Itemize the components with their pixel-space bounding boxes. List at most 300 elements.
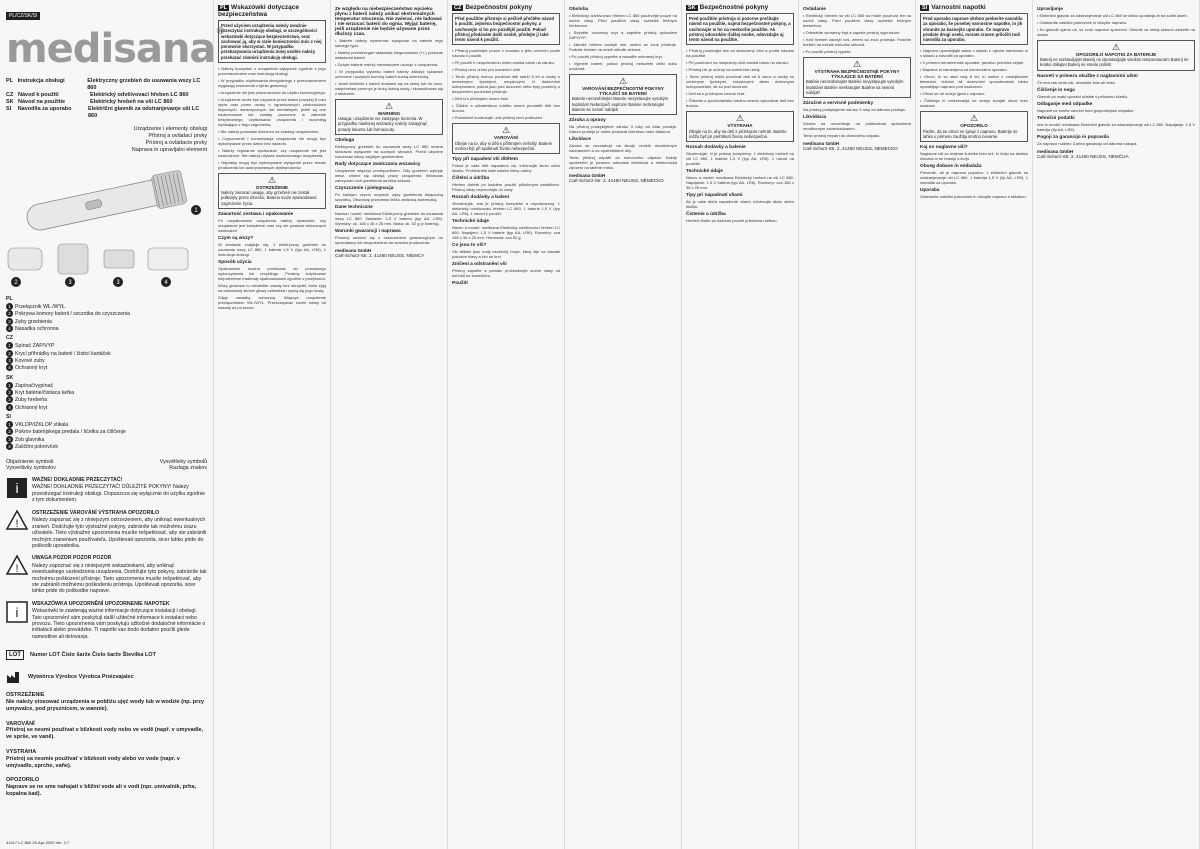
subsection-body [1037, 80, 1195, 85]
manual-type: Návod k použití [18, 92, 59, 98]
legend-label: Kryt batérie/čistiaca kefka [15, 389, 75, 396]
footer-code: 41017 LC 860 29-Apr-2020 Ver. 2.7 [6, 840, 70, 845]
paragraph: • Ko glavnik ujame uš, se zvok naprave spremeni. Glavnik za nekaj sekund zadržite na mestu. [1037, 27, 1195, 37]
legend-number: 1 [6, 382, 13, 389]
subsection-body [452, 225, 560, 240]
paragraph: Odstranite zaščitni pokrovček in vklopite napravo s stikalom. [920, 194, 1027, 200]
inline-warning-box [218, 173, 326, 209]
legend-label: Zob glavnika [15, 436, 45, 443]
subsection-body [1037, 94, 1195, 99]
inline-warning-box [686, 111, 794, 142]
legend-number: 1 [6, 342, 13, 349]
paragraph: Za napravo nudimo 3-letno garancijo od datuma nakupa. [1037, 140, 1138, 146]
column-sk-1 [682, 0, 799, 849]
paragraph: • Prístroj nie je určený na komerčné účely. [686, 67, 761, 73]
warning-triangle-icon: ⚠ [1111, 42, 1121, 52]
paragraph: Po rozpakowaniu urządzenia należy sprawdzić, czy urządzenie jest kompletne oraz czy nie posiada widocznych uszkodzeń. [218, 217, 326, 233]
company-address: Carl-Schurz-Str. 2, 41460 NEUSS, NIEMCY [335, 252, 425, 258]
lot-row: LOT Numer LOT Číslo šarže Číslo šarže Številka LOT [6, 650, 207, 660]
section-body [569, 13, 677, 71]
company-name: medisana GmbH [803, 141, 840, 147]
paragraph: Elektryczny grzebień do usuwania wszy LC 860 można stosować wyłącznie na suchych włosach. Przed użyciem rozczesać włosy zwykłym grzebieniem. [335, 143, 443, 159]
legend-number: 4 [6, 325, 13, 332]
warning-title: UWAGA POZOR POZOR POZOR [32, 555, 112, 562]
language-code: CZ [6, 92, 14, 98]
paragraph: • Prístroj používajte iba na stanovený účel a podľa návodu na použitie. [686, 48, 794, 59]
inline-warning-text: Batérie nerozoberajte! Batérie nevystavujte vysokým teplotám! Batérie neskratujte! Batérie sa nesmú nabíjať! [806, 79, 904, 95]
subsection-body [920, 194, 1028, 199]
legend-label: Krycí přihrádky na baterii / čisticí kartáček [15, 350, 111, 357]
paragraph: • Należy korzystać z urządzenia wyłącznie zgodnie z jego przeznaczeniem oraz instrukcją obsługi. [218, 66, 326, 77]
subsection-heading: Likvidace [569, 137, 591, 143]
device-title: Urządzenie i elementy obsługi [133, 126, 207, 132]
paragraph: Pokud je vaše dítě napadeno vší, informujte školu nebo školku. Prohlédněte také ostatní členy rodiny. [452, 163, 560, 174]
paragraph: • Należy przestrzegać właściwej biegunowości (+/-) podczas wkładania baterii. [335, 50, 443, 60]
inline-warning-text: Należy zwracać uwagę, aby grzebień nie został połknięty przez dziecko. Bateria może spowodować zagrożenie życia. [221, 190, 317, 206]
subsection-heading: Likvidácia [803, 115, 827, 121]
paragraph: • Električni glavnik za odstranjevanje uši LC 860 se lahko uporablja le na suhih laseh. [1037, 13, 1188, 18]
subsection-body [920, 151, 1028, 161]
paragraph: Zkontrolujte, zda je přístroj kompletní a nepoškozený: 1 elektrický odvšivovací hřeben LC 860, 1 baterie 1,5 V (typ AA, LR6), 1 návod k použití. [452, 201, 560, 217]
paragraph: Če ima vaš otrok uši, obvestite šolo ali vrtec. [1037, 79, 1116, 85]
legend-item [6, 428, 207, 435]
paragraph: • Keď hrebeň zachytí voš, zmení sa zvuk prístroja. Podržte hrebeň na mieste niekoľko sekúnd. [803, 37, 911, 47]
paragraph: Tento prístroj nepatrí do domového odpadu. [803, 133, 881, 139]
inline-warning-box [335, 99, 443, 135]
subsection-body [1037, 141, 1195, 146]
paragraph: Záruka sa nevzťahuje na poškodenia spôsobené neodborným zaobchádzaním. [803, 121, 911, 132]
manual-type: Návod na použitie [18, 99, 66, 105]
subsection-heading: Použití [452, 281, 468, 287]
paragraph: • Czyszczenie i konserwacja urządzenia nie mogą być wykonywane przez dzieci bez nadzoru. [218, 136, 326, 147]
subsection-body [803, 107, 911, 112]
subsection-body [452, 182, 560, 192]
section-language-code: PL [220, 5, 228, 11]
paragraph: Po każdym użyciu oczyścić zęby grzebienia dołączoną szczotką. Obudowę przecierać lekko zwilżoną ściereczką. [335, 191, 443, 202]
caution-triangle-icon [6, 555, 28, 594]
subsection-body [1037, 122, 1195, 132]
svg-text:!: ! [15, 563, 19, 576]
paragraph: Názov a model: medisana Elektrický hrebeň na vši LC 860. Napájanie: 1,5 V batéria (typ AA, LR6). Rozmery: cca 166 x 36 x 25 mm. [686, 175, 794, 191]
legend-number: 4 [6, 443, 13, 450]
warning-title: OSTRZEŻENIE VAROVÁNÍ VÝSTRAHA OPOZORILO [32, 509, 160, 516]
paragraph: • Při použití k nesprávnému účelu zaniká nárok na záruku. [452, 60, 556, 66]
paragraph: • Elektrický odvšivovací hřeben LC 860 používejte pouze na suché vlasy. Před použitím vlasy rozčešte běžným hřebenem. [569, 13, 677, 28]
warning-symbol-list [6, 477, 207, 640]
paragraph: Na prístroj poskytujeme záruku 3 roky od dátumu predaja. [803, 107, 906, 113]
factory-icon [6, 670, 22, 684]
svg-text:3: 3 [68, 280, 72, 286]
legend-number: 3 [6, 436, 13, 443]
language-code: SK [6, 99, 14, 105]
inline-warning-title: VAROVÁNÍ BEZPEČNOSTNÍ POKYNY TÝKAJÍCÍ SE BATERIÍ [582, 86, 664, 97]
caution-item [6, 721, 207, 741]
legend-number: 3 [6, 357, 13, 364]
legend-label: Spínač ZAP/VYP [15, 342, 55, 349]
legend-number: 4 [6, 364, 13, 371]
language-line [6, 106, 207, 120]
paragraph: • Odstráňte ochranný kryt a zapnite prístroj vypínačom. [803, 30, 901, 35]
inline-warning-title: VÝSTRAHA [727, 123, 753, 129]
caution-list [6, 692, 207, 798]
product-name: Električni glavnik za odstranjevanje uši LC 860 [87, 106, 200, 119]
subsection-heading: Rozsah dodávky a balení [452, 195, 510, 201]
manual-type: Navodila za uporabo [17, 106, 72, 112]
note-info-icon [6, 601, 28, 640]
paragraph: Glavnik po vsaki uporabi očistite s priloženo ščetko. [1037, 93, 1129, 99]
inline-warning-text: Uwaga: urządzenie nie zastępuje leczenia. W przypadku nasilonej wszawicy należy zasięgnąć porady lekarza lub farmaceuty. [338, 116, 428, 132]
paragraph: • Odstranite zaščitni pokrovček in vklopite napravo. [1037, 20, 1128, 25]
subsection-heading: Warunki gwarancji i naprawa [335, 228, 401, 234]
paragraph: • Vyjměte baterii, pokud přístroj nebudete delší dobu používat. [569, 61, 677, 71]
inline-warning-title: OPOZORILO [960, 123, 988, 129]
inline-warning-title: OSTRZEŻENIE [255, 185, 289, 191]
subsection-heading: Technické údaje [686, 169, 723, 175]
warning-text [32, 510, 207, 549]
inline-warning-text: Baterie nerozebírejte! Baterie nevystavujte vysokým teplotám! Nebezpečí exploze! Baterie nezkratujte! Baterie se nesmí nabíjet! [572, 96, 669, 112]
paragraph: Urządzenie włączyć przełącznikiem. Gdy grzebień wykryje wesz, zmieni się dźwięk pracy urządzenia. Wówczas zatrzymać ruch grzebienia na kilka sekund. [335, 167, 443, 183]
paragraph: Preverite, ali je naprava popolna: 1 električni glavnik za odstranjevanje uši LC 860, 1 baterija 1,5 V (tip AA, LR6), 1 navodila za uporabo. [920, 170, 1028, 186]
device-title: Prístroj a ovládacie prvky [145, 140, 207, 146]
legend-number: 2 [6, 428, 13, 435]
legend-item [6, 389, 207, 396]
section-body [218, 66, 326, 170]
language-code-badge: PL/CZ/SK/SI [6, 12, 40, 20]
section-heading [452, 4, 560, 11]
legend-language-code: SI [6, 414, 11, 421]
subsection-body [686, 199, 794, 209]
company-name: medisana GmbH [335, 247, 372, 253]
legend-number: 2 [6, 389, 13, 396]
paragraph: • Urządzenie może być używane przez dzieci powyżej 8 roku życia oraz przez osoby o ograniczonych zdolnościach fizycznych, sensorycznych lub mentalnych, jeżeli są one nadzorowane lub zostały pouczone w zakresie bezpiecznego użytkowania urządzenia i rozumieją wynikające z tego zagrożenia. [218, 97, 326, 128]
legend-label: Nasadka ochronna [15, 325, 59, 332]
info-book-icon [6, 477, 28, 504]
paragraph: • Tento přístroj mohou používat děti starší 8 let a osoby s omezenými fyzickými, smyslovými či duševními schopnostmi, pokud jsou pod dozorem nebo byly poučeny o bezpečném používání přístroje. [452, 74, 560, 95]
legend-item [6, 325, 207, 332]
section-heading [686, 4, 794, 11]
subsection-body [218, 266, 326, 281]
inline-warning-box [569, 74, 677, 115]
subsection-body [452, 201, 560, 216]
column-pl-1 [214, 0, 331, 849]
caution-title: OSTRZEŻENIE [6, 692, 45, 699]
legend-label: Ochranný kryt [15, 404, 48, 411]
subsection-body [686, 175, 794, 190]
legend-number: 2 [6, 350, 13, 357]
section-title: Bezpečnostní pokyny [465, 4, 533, 11]
warning-triangle-icon: ⚠ [267, 175, 277, 186]
subsection-heading: Nasveti v primeru okužbe z naglavnimi ušmi [1037, 73, 1138, 79]
subsection-heading: Pogoji za garancijo in popravila [1037, 134, 1109, 140]
manufacturer-address [335, 248, 443, 258]
legend-number: 4 [6, 404, 13, 411]
symbols-header: Objaśnienie symboli Vysvetlivky symbolov Vysvětlivky symbolů Razlaga znakov [6, 458, 207, 471]
section-intro: Pred uporabo naprave skrbno preberite navodila za uporabo, še posebej varnostne napotke, in jih shranite za kasnejšo uporabo. Če napravo predate drugi osebi, morate zraven priložiti tudi navodila za uporabo. [920, 13, 1028, 45]
inline-warning-box [920, 111, 1028, 142]
subsection-heading: Dane techniczne [335, 204, 373, 210]
figure-legend [6, 296, 207, 451]
paragraph: • Nie należy pozwalać dzieciom na zabawę urządzeniem. [218, 129, 320, 135]
inline-warning-title: VAROVÁNÍ [494, 135, 518, 141]
subsection-heading: Záručné a servisné podmienky [803, 101, 874, 107]
inline-warning-box [803, 57, 911, 98]
subsection-heading: Zawartość zestawu i opakowanie [218, 211, 294, 217]
subsection-heading: Tipy při napadení vši dítětem [452, 157, 519, 163]
paragraph: Skontrolujte, či je prístroj kompletný: 1 elektrický hrebeň na vši LC 860, 1 batéria 1,5 V (typ AA, LR6), 1 návod na použitie. [686, 151, 794, 167]
paragraph: W zestawie znajduje się: 1 elektryczny grzebień do usuwania wszy LC 860, 1 bateria 1,5 V (typ AA, LR6), 1 instrukcja obsługi. [218, 241, 326, 257]
legend-number: 3 [6, 318, 13, 325]
paragraph: • Tento prístroj môžu používať deti od 8 rokov a osoby so zníženými fyzickými, zmyslovými alebo duševnými schopnosťami, ak sú pod dozorom. [686, 74, 794, 90]
legend-item [6, 443, 207, 450]
subsection-heading: Uporaba [920, 188, 940, 194]
warning-triangle-icon: ⚠ [501, 125, 511, 136]
warning-text [32, 555, 207, 594]
warning-triangle-icon: ⚠ [384, 101, 394, 111]
caution-text: Nie należy stosować urządzenia w pobliżu ujęć wody lub w wodzie (np. przy umywalce, pod prysznicem, w wannie). [6, 698, 205, 712]
paragraph: • W przypadku wycieku baterii należy założyć rękawice ochronne i oczyścić komorę baterii suchą ściereczką. [335, 69, 443, 79]
inline-warning-text: Baterij ne razstavljajte! Baterij ne izpostavljajte visokim temperaturam! Baterij ne kratko stikajte! Baterij ne smete polniti! [1040, 57, 1189, 68]
legend-language-code: SK [6, 374, 14, 381]
subsection-body [218, 295, 326, 310]
section-body [335, 38, 443, 96]
paragraph: • Pri používaní na nesprávny účel zaniká nárok na záruku. [686, 60, 790, 66]
legend-label: Zęby grzebienia [15, 318, 52, 325]
legend-item [6, 350, 207, 357]
company-name: medisana GmbH [569, 173, 606, 179]
legend-label: Pokrywa komory baterii / szczotka do czyszczenia [15, 310, 131, 317]
paragraph: • Čiščenja in vzdrževanja ne smejo izvajati otroci brez nadzora. [920, 98, 1028, 109]
product-name: Elektrický odvšivovací hřeben LC 860 [90, 92, 189, 98]
section-subheading: Obsluha [569, 7, 589, 12]
paragraph: • Přístroj používejte pouze v souladu s jeho určením podle návodu k použití. [452, 48, 560, 59]
legend-label: VKLOP/IZKLOP stikala [15, 421, 69, 428]
paragraph: • Přístroj není určen pro komerční užití. [452, 67, 522, 73]
svg-text:2: 2 [14, 280, 18, 286]
subsection-heading: Tehnični podatki [1037, 115, 1075, 121]
paragraph: Přístroj zapněte a pomalu pročesávejte suché vlasy od kořínků ke konečkům. [452, 268, 560, 279]
caution-item [6, 692, 207, 712]
section-body [452, 48, 560, 120]
subsection-heading: Zničení a odstranění vší [452, 262, 507, 268]
language-line [6, 92, 207, 99]
column-pl-2 [331, 0, 448, 849]
legend-item [6, 382, 207, 389]
warning-triangle-icon: ⚠ [852, 59, 862, 69]
warning-text [32, 477, 207, 504]
caution-title: VAROVÁNÍ [6, 720, 35, 727]
device-title: Přístroj a ovládací prvky [148, 133, 207, 139]
legend-item [6, 357, 207, 364]
lice-comb-drawing [6, 160, 208, 290]
caution-title: OPOZORILO [6, 777, 39, 784]
manufacturer-address [1037, 149, 1195, 159]
section-subheading: Ovládanie [803, 7, 826, 12]
subsection-heading: Čištění a údržba [452, 176, 490, 182]
legend-number: 1 [6, 303, 13, 310]
legend-item [6, 310, 207, 317]
subsection-body [803, 133, 911, 138]
legend-item [6, 364, 207, 371]
subsection-body [218, 218, 326, 233]
warning-block [6, 477, 207, 504]
legend-item [6, 396, 207, 403]
legend-label: Zuby hrebeňa [15, 397, 48, 404]
subsection-heading: Technické údaje [452, 219, 489, 225]
section-subheading: Upravljanje [1037, 7, 1063, 12]
paragraph: Naglavne uši so majhne žuželke brez kril, ki živijo na lasišču človeka in se hranijo s krvjo. [920, 151, 1028, 162]
paragraph: • Jeżeli elektrolit z baterii dostanie się na skórę lub do oczu, natychmiast przemyć je dużą ilością wody i skonsultować się z lekarzem. [335, 81, 443, 96]
section-body [920, 48, 1028, 108]
section-title: Wskazówki dotyczące bezpieczeństwa [218, 4, 299, 18]
legend-label: Zapínač/vypínač [15, 382, 54, 389]
paragraph: • V primeru nenamenske uporabe, jamstvo preneha veljati. [920, 60, 1024, 66]
product-name: Elektryczny grzebień do usuwania wszy LC 860 [87, 78, 201, 91]
manufacturer-address [569, 173, 677, 183]
legend-number: 1 [6, 421, 13, 428]
section-language-code: SK [688, 5, 696, 11]
paragraph: • Otroci se ne smejo igrati z napravo. [920, 91, 986, 97]
subsection-heading: Czym są wszy? [218, 235, 254, 241]
subsection-heading: Rady dotyczące zwalczania wszawicy [335, 161, 421, 167]
paragraph: Záruka se nevztahuje na škody vzniklé neodborným zacházením a na opotřebitelné díly. [569, 143, 677, 154]
section-subheading: Ze względu na niebezpieczeństwo wycieku płynu z baterii należy unikać ekstremalnych temperatur otoczenia. Nie zwierać, nie ładować i nie wrzucać baterii do ognia. Wyjąć baterię, jeśli urządzenie nie będzie używane przez dłuższy czas. [335, 7, 443, 37]
legend-number: 3 [6, 396, 13, 403]
legend-language-code: CZ [6, 335, 13, 342]
paragraph: • Pravidelně kontrolujte, zda přístroj není poškozen. [452, 115, 544, 121]
warning-body: Należy zapoznać się z niniejszymi wskazówkami, aby uniknąć ewentualnego uszkodzenia urządzenia. Dodržujte tyto pokyny, zabráníte tak možnému poškození přístroje. Tieto upozornenia musíte rešpektovať, aby ste zabránili možnému poškodeniu prístroja. Upoštevati opozorila, sicer lahko pride do poškodbe naprave. [32, 562, 207, 595]
subsection-heading: Obseg dobave in embalaža [920, 164, 982, 170]
inline-warning-box [452, 123, 560, 154]
subsection-heading: Tipy pri napadnutí všami [686, 193, 743, 199]
column-sk-2 [799, 0, 916, 849]
product-name: Elektrický hrebeň na vši LC 860 [90, 99, 173, 105]
section-intro: Pred použitím prístroja si pozorne prečítajte návod na použitie, najmä bezpečnostné pokyny, a uschovajte si ho na neskoršie použitie. Ak prístroj odovzdáte ďalšej osobe, odovzdajte aj tento návod na použitie. [686, 13, 794, 45]
paragraph: • Naprava ni namenjena za komercialno uporabo. [920, 67, 1008, 73]
company-name: medisana GmbH [1037, 148, 1074, 154]
paragraph: • Elektrický hrebeň na vši LC 860 sa môže používať len na suché vlasy. Pred použitím vlasy rozčešte bežným hrebeňom. [803, 13, 911, 28]
section-title: Bezpečnostné pokyny [699, 4, 769, 11]
section-heading [920, 4, 1028, 11]
paragraph: Naprave ne smete odvreči med gospodinjske odpadke. [1037, 107, 1135, 113]
caution-item [6, 749, 207, 769]
paragraph: Tento přístroj nepatří do domovního odpadu. Každý spotřebitel je povinen odevzdat elektrická a elektronická zařízení na sběrné místo. [569, 155, 677, 171]
subsection-heading: Odlaganje med odpadke [1037, 101, 1093, 107]
subsection-body [569, 143, 677, 153]
paragraph: Hrebeň čistite po každom použití priloženou kefkou. [686, 218, 778, 224]
svg-text:1: 1 [194, 208, 198, 214]
section-language-code: CZ [454, 5, 462, 11]
svg-text:i: i [15, 604, 19, 620]
language-list [6, 78, 207, 120]
subsection-body [335, 168, 443, 183]
legend-item [6, 436, 207, 443]
subsection-body [686, 218, 794, 223]
subsection-heading: Czyszczenie i pielęgnacja [335, 185, 394, 191]
paragraph: Opakowanie można przekazać do ponownego wykorzystania lub recyklingu. Prosimy zutylizować niepotrzebne materiały opakowaniowe zgodnie z przepisami. [218, 265, 326, 281]
legend-label: Pokrov baterijskega predala / ščetka za čiščenje [15, 429, 126, 436]
caution-text: Přístroj se nesmí používat v blízkosti vody nebo ve vodě (např. v umyvadle, ve sprše, ve vaně). [6, 727, 204, 741]
warning-triangle-icon: ⚠ [969, 113, 979, 124]
section-heading [218, 4, 326, 18]
subsection-body [452, 163, 560, 173]
warning-block [6, 601, 207, 640]
section-body [803, 13, 911, 54]
section-intro: Przed użyciem urządzenia należy uważnie przeczytać instrukcję obsługi, w szczególności wskazówki dotyczące bezpieczeństwa, oraz zachować ją, aby w razie konieczności móc z niej ponownie skorzystać. W przypadku przekazywania urządzenia innej osobie należy przekazać również instrukcję obsługi. [218, 20, 326, 63]
subsection-body [218, 283, 326, 293]
language-line [6, 78, 207, 92]
paragraph: • Sejměte ochranný kryt a zapněte přístroj spínačem ZAP/VYP. [569, 30, 677, 40]
paragraph: • Zużyte baterie należy niezwłocznie usunąć z urządzenia. [335, 62, 439, 67]
subsection-heading: Čiščenje in nega [1037, 87, 1075, 93]
inline-warning-text: Pazite, da se otroci ne igrajo z napravo. Baterije so lahko v primeru zaužitja smrtno nevarne. [923, 128, 1018, 139]
inline-warning-text: Dbajte na to, aby sa deti s prístrojom nehrali. Batérie môžu byť pri prehltnutí životu nebezpečné. [689, 128, 787, 139]
subsection-body [335, 211, 443, 226]
language-line [6, 99, 207, 106]
warning-title: WAŻNE! DOKŁADNIE PRZECZYTAĆ! [32, 476, 123, 483]
warning-triangle-icon: ⚠ [735, 113, 745, 124]
paragraph: • Napravo uporabljajte samo v skladu z njenim namenom in v skladu z navodili za uporabo. [920, 48, 1028, 59]
inline-warning-title: OPOZORILO NAPOTKI ZA BATERIJE [1075, 52, 1157, 57]
legend-item [6, 318, 207, 325]
inline-warning-title: VÝSTRAHA BEZPEČNOSTNÉ POKYNY TÝKAJÚCE SA BATÉRIÍ [814, 69, 900, 80]
warning-triangle-icon: ⚠ [618, 76, 628, 86]
inline-warning-title: WARNING [377, 111, 401, 116]
warning-body: Wskazówki te zawierają ważne informacje dotyczące instalacji i obsługi. Tato upozornění vám poskytují další užitečné informace k instalaci nebo provozu. Tieto upozornenia vám poskytujú užitočné dodatočné informácie o inštalácii alebo prevádzke. Ti napotki vas bodo dodatno poučili glede namestitve ali delovanja. [32, 608, 206, 640]
legend-item [6, 421, 207, 428]
subsection-heading: Rozsah dodávky a balenie [686, 145, 746, 151]
section-body [686, 48, 794, 108]
legend-number: 2 [6, 310, 13, 317]
svg-text:i: i [15, 479, 19, 496]
paragraph: Název a model: medisana Elektrický odvšivovací hřeben LC 860. Napájení: 1,5 V baterie (typ AA, LR6). Rozměry: cca 166 x 36 x 25 mm. Hmotnost: cca 52 g. [452, 225, 560, 241]
paragraph: • Urządzenie nie jest przeznaczone do użytku komercyjnego. [218, 90, 326, 96]
paragraph: • Baterie należy wymieniać wyłącznie na baterie tego samego typu. [335, 38, 443, 48]
paragraph: • Po použití prístroj vypnite. [803, 49, 852, 54]
device-title: Naprava in upravljalni elementi [131, 147, 207, 153]
device-illustration [6, 160, 207, 290]
inline-warning-text: Dbejte na to, aby si děti s přístrojem nehrály. Baterie mohou být při spolknutí životu nebezpečné. [455, 140, 552, 151]
subsection-heading: Kaj so naglavne uši? [920, 145, 968, 151]
paragraph: Wszy głowowe to niewielkie owady bez skrzydeł, które żyją na owłosionej skórze głowy człowieka i żywią się jego krwią. [218, 282, 326, 293]
paragraph: Ime in model: medisana Električni glavnik za odstranjevanje uši LC 860. Napajanje: 1,5 V baterija (tip AA, LR6). [1037, 121, 1195, 132]
column-cz-2 [565, 0, 682, 849]
caution-text: Prístroj sa nesmie používať v blízkosti vody alebo vo vode (napr. v umývadle, sprche, vaňe). [6, 755, 180, 769]
warning-body: WAŻNE! DOKŁADNIE PRZECZYTAĆ! DŮLEŽITÉ POKYNY! Należy przestrzegać instrukcji obsługi. Dopuszcza się wyłącznie do użytku zgodnie z tym dokumentem. [32, 484, 205, 504]
legend-item [6, 303, 207, 310]
legend-label: Zaščitni pokrovček [15, 444, 58, 451]
paragraph: Na přístroj poskytujeme záruku 3 roky od data prodeje. Datum prodeje je nutné prokázat účtenkou nebo fakturou. [569, 124, 677, 135]
subsection-body [452, 249, 560, 259]
paragraph: • Čistenie a používateľskú údržbu nesmú vykonávať deti bez dozoru. [686, 98, 794, 109]
language-code: PL [6, 78, 14, 84]
subsection-body [335, 235, 443, 245]
brand-logo: medisana® [6, 26, 225, 72]
paragraph: • Čištění a uživatelskou údržbu nesmí provádět děti bez dozoru. [452, 103, 560, 114]
subsection-body [335, 192, 443, 202]
legend-label: Kovové zuby [15, 357, 45, 364]
paragraph: • Otroci, ki so stari vsaj 8 let, in osebe z zmanjšanimi telesnimi, čutnimi ali duševnimi sposobnostmi lahko uporabljajo napravo pod nadzorom. [920, 74, 1028, 90]
caution-item [6, 777, 207, 797]
subsection-heading: Záruka a opravy [569, 118, 606, 124]
subsection-heading: Sposób użycia [218, 259, 252, 265]
column-cz-1 [448, 0, 565, 849]
subsection-body [335, 144, 443, 159]
column-si-1 [916, 0, 1033, 849]
lot-icon: LOT [6, 650, 24, 660]
section-body [1037, 13, 1195, 37]
warning-block [6, 555, 207, 594]
legend-label: Ochranný kryt [15, 365, 48, 372]
